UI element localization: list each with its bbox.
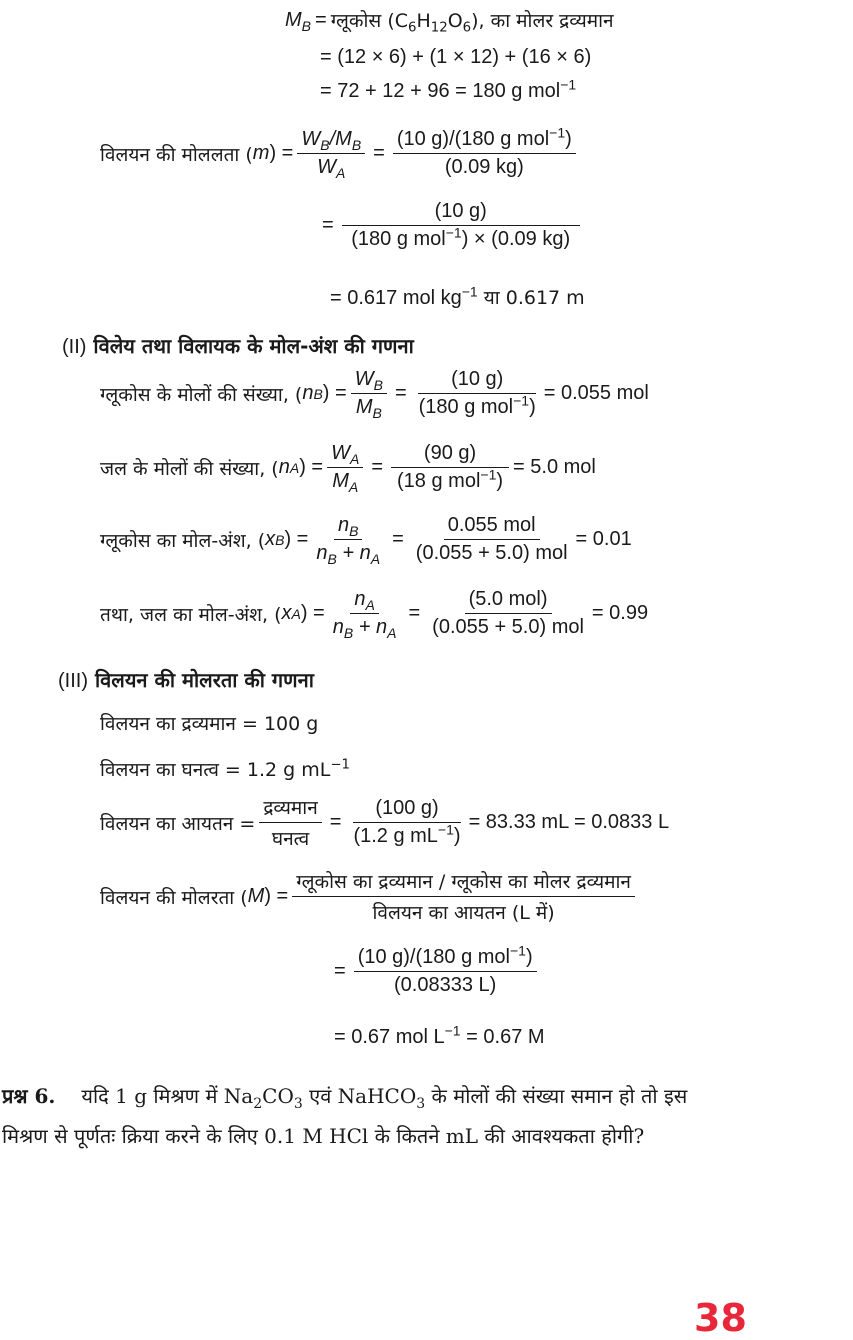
molar-mass-result: = 72 + 12 + 96 = 180 g mol$^{-1}$ — [320, 76, 577, 102]
molality-equation: विलयन की मोललता ( m ) = $\frac{W_B/M_B}{W_A}$ = $\frac{(10 g)/(180 g mol^{-1})}{(0.09 kg)}$ — [100, 128, 580, 179]
molarity-result: = 0.67 mol $L^{-1} = 0.67$ M — [334, 1022, 545, 1048]
solution-volume-equation: विलयन का आयतन = $\frac{\text{द्रव्यमान}}{\text{घनत्व}}$ = $\frac{(100 g)}{(1.2 g mL^{-1})}$ = 83.33 mL = 0.0833 L — [100, 794, 669, 851]
question-label: प्रश्न 6. — [2, 1084, 56, 1108]
page-number: 38 — [694, 1296, 747, 1340]
molarity-step2: = $\frac{(10 g)/(180 g mol^{-1})}{(0.08333 L)}$ — [330, 946, 541, 997]
molar-mass-definition: $M_B$ = ग्लूकोस $(C_6H_{12}O_6)$, का मोलर द्रव्यमान — [285, 8, 614, 36]
water-moles-equation: जल के मोलों की संख्या, ( n A ) = $\frac{W_A}{M_A}$ = $\frac{(90 g)}{(18 g mol^{-1})}$ = 5.0 mol — [100, 442, 596, 495]
section-iii-heading: (III) विलयन की मोलरता की गणना — [58, 668, 314, 692]
molality-fraction-values: $\frac{(10 g)/(180 g mol^{-1})}{(0.09 kg)}$ — [393, 128, 576, 179]
molar-mass-description: ग्लूकोस $(C_6H_{12}O_6)$, का मोलर द्रव्यमान — [330, 10, 614, 36]
molality-result: = 0.617 mol $kg^{-1}$ या 0.617 m — [330, 283, 585, 309]
question-6-line-1: प्रश्न 6. यदि 1 g मिश्रण में $Na_2CO_3$ एवं NaHCO$_3$ के मोलों की संख्या समान हो तो इस — [2, 1084, 688, 1112]
molarity-equation: विलयन की मोलरता ( M ) = $\frac{\text{ग्लूकोस का द्रव्यमान / ग्लूकोस का मोलर द्रव्यमान}}{\text{विलयन का आयतन (L में)}}$ — [100, 868, 639, 925]
section-ii-heading: (II) विलेय तथा विलायक के मोल-अंश की गणना — [62, 334, 414, 358]
solution-density: विलयन का घनत्व = 1.2 g $mL^{-1}$ — [100, 757, 350, 781]
question-6-line-2: मिश्रण से पूर्णतः क्रिया करने के लिए 0.1 M HCl के कितने mL की आवश्यकता होगी? — [2, 1124, 645, 1148]
molality-fraction-symbolic: $\frac{W_B/M_B}{W_A}$ — [297, 128, 365, 179]
question-6 — [2, 1076, 687, 1156]
water-mole-fraction-equation: तथा, जल का मोल-अंश, ( x A ) = $\frac{n_A}{n_B + n_A}$ = $\frac{\text{(5.0 mol)}}{\text{(0.055 + 5.0) mol}}$ = 0.99 — [100, 588, 649, 641]
glucose-moles-equation: ग्लूकोस के मोलों की संख्या, ( n B ) = $\frac{W_B}{M_B}$ = $\frac{(10 g)}{(180 g mol^{-1})}$ = 0.055 mol — [100, 368, 649, 421]
molality-step2: = $\frac{(10 g)}{(180 g mol^{-1}) \times (0.09 kg)}$ — [318, 200, 584, 251]
molar-mass-expansion: = (12 × 6) + (1 × 12) + (16 × 6) — [320, 46, 592, 68]
glucose-mole-fraction-equation: ग्लूकोस का मोल-अंश, ( x B ) = $\frac{n_B}{n_B + n_A}$ = $\frac{\text{0.055 mol}}{\text{(0.055 + 5.0) mol}}$ = 0.01 — [100, 514, 632, 567]
solution-mass: विलयन का द्रव्यमान = 100 g — [100, 713, 319, 735]
